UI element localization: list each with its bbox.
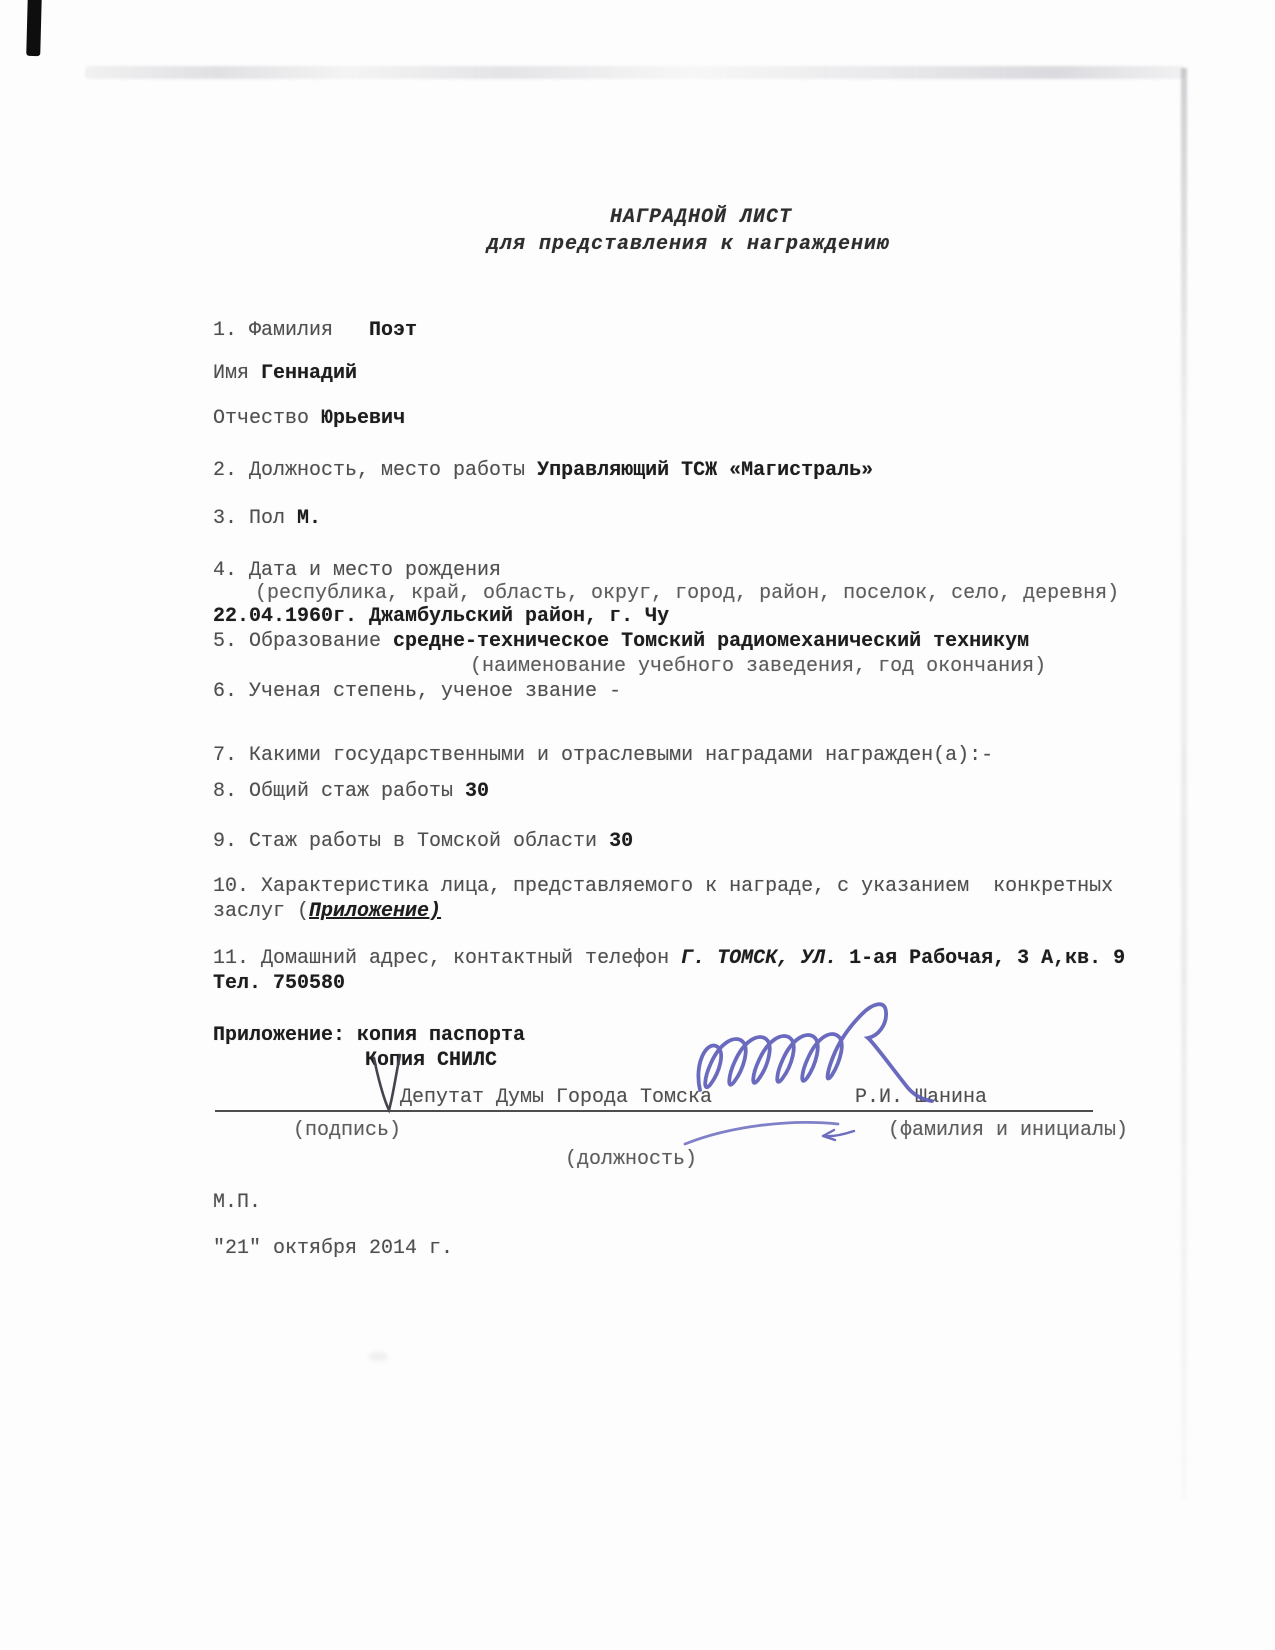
- address-label: 11. Домашний адрес, контактный телефон: [213, 947, 682, 970]
- field-awards: 7. Какими государственными и отраслевыми наградами награжден(а):-: [213, 744, 994, 767]
- gender-value: М.: [297, 507, 322, 530]
- field-character-line2: [213, 900, 441, 924]
- education-value: средне-техническое Томский радиомеханический техникум: [393, 630, 1030, 653]
- stamp-place-mark: М.П.: [213, 1191, 262, 1214]
- signature-ink: [640, 990, 960, 1160]
- name-caption: (фамилия и инициалы): [888, 1119, 1129, 1142]
- name-label: Имя: [213, 362, 262, 385]
- attachment-line1: Приложение: копия паспорта: [213, 1024, 526, 1047]
- field-patronymic: [213, 407, 405, 431]
- tomsk-experience-value: 30: [609, 830, 634, 853]
- birth-value: 22.04.1960г. Джамбульский район, г. Чу: [213, 605, 670, 628]
- character-prefix: заслуг (: [213, 900, 310, 923]
- scan-smudge: [368, 1352, 388, 1361]
- position-caption: (должность): [565, 1148, 698, 1171]
- patronymic-value: Юрьевич: [321, 407, 406, 430]
- scan-top-shadow: [85, 66, 1185, 79]
- field-education: [213, 630, 1029, 654]
- field-surname: [213, 319, 417, 343]
- field-position: [213, 459, 873, 483]
- scan-right-shadow: [1181, 68, 1187, 1498]
- total-experience-label: 8. Общий стаж работы: [213, 780, 466, 803]
- signature-caption: (подпись): [293, 1119, 402, 1142]
- signer-position: Депутат Думы Города Томска: [400, 1086, 713, 1109]
- field-name: [213, 362, 357, 386]
- field-character-line1: 10. Характеристика лица, представляемого к награде, с указанием конкретных: [213, 875, 1114, 898]
- field-degree: 6. Ученая степень, ученое звание -: [213, 680, 622, 703]
- education-label: 5. Образование: [213, 630, 394, 653]
- document-title: НАГРАДНОЙ ЛИСТ: [610, 206, 793, 229]
- birth-hint: (республика, край, область, округ, город, район, поселок, село, деревня): [255, 582, 1120, 605]
- name-value: Геннадий: [261, 362, 358, 385]
- field-gender: [213, 507, 321, 531]
- patronymic-label: Отчество: [213, 407, 322, 430]
- surname-value: Поэт: [369, 319, 418, 342]
- field-birth-label: 4. Дата и место рождения: [213, 559, 502, 582]
- total-experience-value: 30: [465, 780, 490, 803]
- character-attachment-ref: Приложение): [309, 900, 442, 923]
- signer-name: Р.И. Шанина: [855, 1086, 988, 1109]
- tomsk-experience-label: 9. Стаж работы в Томской области: [213, 830, 610, 853]
- education-hint: (наименование учебного заведения, год окончания): [470, 655, 1047, 678]
- field-total-experience: [213, 780, 489, 804]
- address-city: Г. ТОМСК, УЛ.: [681, 947, 850, 970]
- checkmark-ink: [370, 1052, 410, 1117]
- position-label: 2. Должность, место работы: [213, 459, 538, 482]
- address-street: 1-ая Рабочая, 3 А,кв. 9: [849, 947, 1126, 970]
- position-value: Управляющий ТСЖ «Магистраль»: [537, 459, 874, 482]
- field-tomsk-experience: [213, 830, 633, 854]
- scan-corner-mark: [26, 0, 42, 56]
- surname-label: 1. Фамилия: [213, 319, 370, 342]
- gender-label: 3. Пол: [213, 507, 298, 530]
- document-subtitle: для представления к награждению: [487, 233, 891, 256]
- phone-line: Тел. 750580: [213, 972, 346, 995]
- date-line: "21" октября 2014 г.: [213, 1237, 454, 1260]
- attachment-line2: Копия СНИЛС: [365, 1049, 498, 1072]
- field-address: [213, 947, 1125, 971]
